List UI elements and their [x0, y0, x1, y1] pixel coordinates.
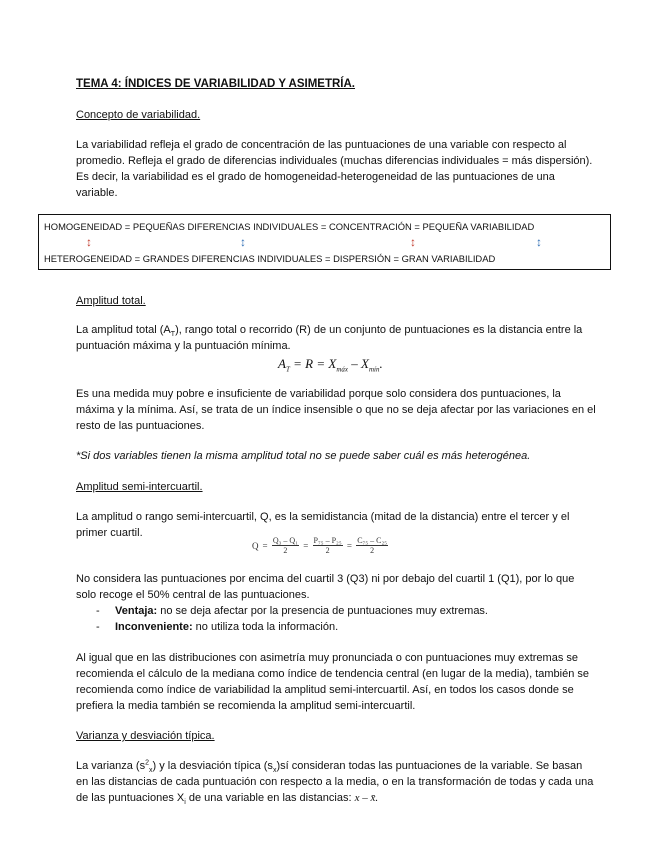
- paragraph-total-range-definition: La amplitud total $(A_T)$, rango total o recorrido (R) de un conjunto de puntuaciones es la distancia entre la puntuación máxima y la puntuación mínima.: [76, 324, 583, 352]
- total-range-formula: $A_T = R = X_{máx} - X_{mín}$.: [278, 356, 383, 374]
- up-down-arrow-icon: ↕: [410, 235, 416, 249]
- pros-cons-list: [76, 603, 596, 635]
- heading-variance: Varianza y desviación típica.: [76, 730, 215, 742]
- list-item: - Inconveniente: no utiliza toda la información.: [76, 619, 596, 635]
- note-total-range: *Si dos variables tienen la misma amplitud total no se puede saber cuál es más heterogénea.: [76, 450, 531, 462]
- list-item: - Ventaja: no se deja afectar por la presencia de puntuaciones muy extremas.: [76, 603, 596, 619]
- up-down-arrow-icon: ↕: [240, 235, 246, 249]
- heading-semi-interquartile: Amplitud semi-intercuartil.: [76, 481, 203, 493]
- box-row-homogeneity: HOMOGENEIDAD = PEQUEÑAS DIFERENCIAS INDIVIDUALES = CONCENTRACIÓN = PEQUEÑA VARIABILIDAD: [44, 221, 535, 232]
- paragraph-variance: La varianza $(s^2_x)$ y la desviación típica $(s_x)sí$ consideran todas las puntuaciones de la variable. Se basan en las distancias de cada puntuación con respecto a la media, o en la transformación de todas y cada una de las puntuaciones $X_i$ de una variable en las distancias: x – x̄.: [76, 759, 594, 807]
- paragraph-total-range-weakness: Es una medida muy pobre e insuficiente de variabilidad porque solo considera dos puntuaciones, la máxima y la mínima. Así, se trata de un índice insensible o que no se deja afectar por las variaciones en el resto de las puntuaciones.: [76, 388, 596, 432]
- semi-interquartile-formula: $Q = \frac{\text{Q₃ – Q₁}}{2} = \frac{\text{P₇₅ – P₂₅}}{2} = \frac{\text{C₇₅ – C₂₅}}{2}$: [252, 536, 388, 555]
- heading-variability-concept: Concepto de variabilidad.: [76, 109, 201, 121]
- paragraph-semi-interquartile-scope: No considera las puntuaciones por encima del cuartil 3 (Q3) ni por debajo del cuartil 1 (Q1), por lo que solo recoge el 50% central de las puntuaciones.: [76, 573, 575, 601]
- homogeneity-box: [38, 214, 611, 270]
- up-down-arrow-icon: ↕: [86, 235, 92, 249]
- paragraph-semi-interquartile-recommendation: Al igual que en las distribuciones con asimetría muy pronunciada o con puntuaciones muy extremas se recomienda el cálculo de la mediana como índice de tendencia central (en lugar de la media), también se recomienda como índice de variabilidad la amplitud semi-intercuartil. Así, en todos los casos donde se prefiera la media también se recomienda la amplitud semi-intercuartil.: [76, 652, 590, 712]
- semi-interquartile-details: [76, 571, 596, 635]
- heading-total-range: Amplitud total.: [76, 295, 146, 307]
- up-down-arrow-icon: ↕: [536, 235, 542, 249]
- box-row-heterogeneity: HETEROGENEIDAD = GRANDES DIFERENCIAS INDIVIDUALES = DISPERSIÓN = GRAN VARIABILIDAD: [44, 253, 496, 264]
- paragraph-semi-interquartile-definition: La amplitud o rango semi-intercuartil, Q, es la semidistancia (mitad de la distancia) entre el tercer y el primer cuartil.: [76, 511, 570, 539]
- page-title: TEMA 4: ÍNDICES DE VARIABILIDAD Y ASIMETRÍA.: [76, 78, 356, 90]
- paragraph-variability-concept: La variabilidad refleja el grado de concentración de las puntuaciones de una variable con respecto al promedio. Refleja el grado de diferencias individuales (muchas diferencias individuales = más dispersión). Es decir, la variabilidad es el grado de homogeneidad-heterogeneidad de las puntuaciones de una variable.: [76, 139, 593, 199]
